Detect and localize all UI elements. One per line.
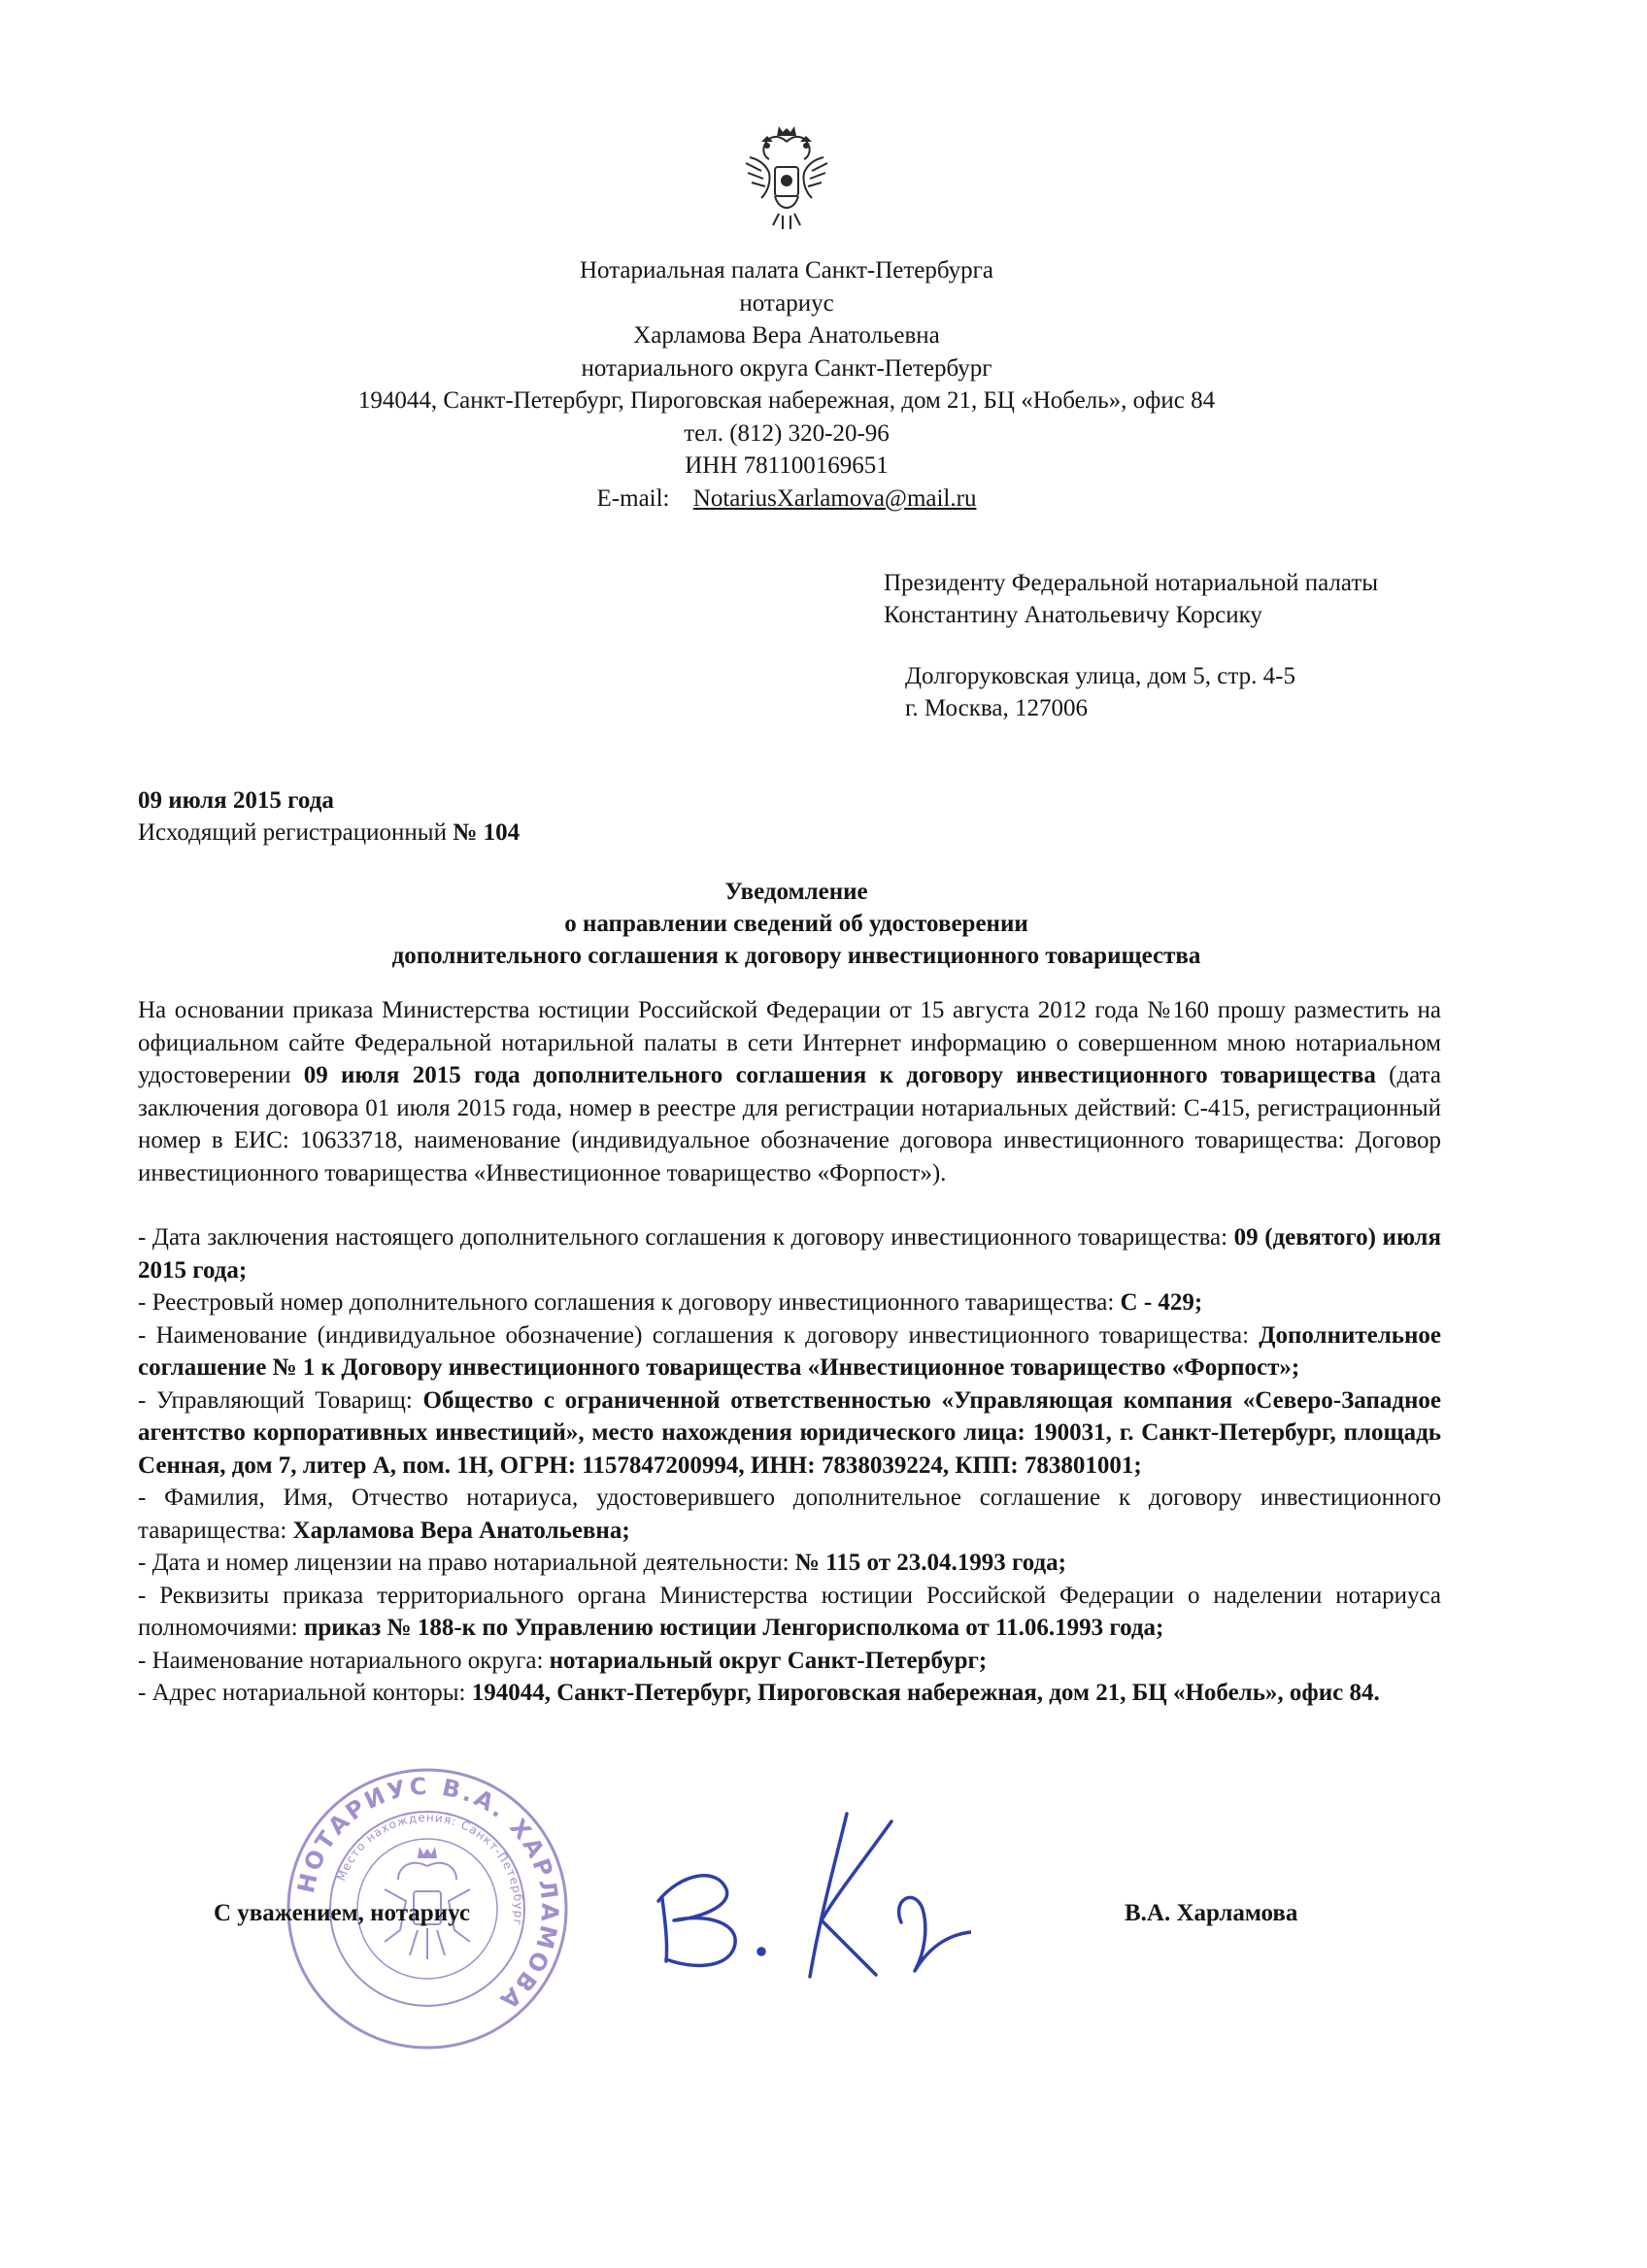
detail-item-appointment-order: - Реквизиты приказа территориального органа Министерства юстиции Российской Федерации о наделении нотариуса полномочиями: приказ № 188-к по Управлению юстиции Ленгорисполкома от 11.06.1993 года;	[138, 1582, 1441, 1641]
addressee-address-2: г. Москва, 127006	[905, 695, 1088, 721]
addressee-block	[884, 567, 1378, 724]
letterhead-chamber: Нотариальная палата Санкт-Петербурга	[579, 257, 994, 284]
letterhead-email-row	[194, 483, 1379, 516]
detail-item-register-number: - Реестровый номер дополнительного соглашения к договору инвестиционного таварищества: С - 429;	[138, 1289, 1203, 1316]
notice-title-line-3: дополнительного соглашения к договору инвестиционного товарищества	[391, 943, 1201, 969]
addressee-address-1: Долгоруковская улица, дом 5, стр. 4-5	[905, 663, 1295, 689]
email-link[interactable]: NotariusXarlamova@mail.ru	[692, 484, 977, 512]
stamp-outer-text: НОТАРИУС В.А. ХАРЛАМОВА	[291, 1772, 564, 2017]
email-label: E-mail:	[596, 484, 670, 512]
letter-date: 09 июля 2015 года	[138, 787, 334, 814]
detail-item-conclusion-date: - Дата заключения настоящего дополнительного соглашения к договору инвестиционного товарищества: 09 (девятого) июля 2015 года;	[138, 1224, 1441, 1284]
letterhead-notary-name: Харламова Вера Анатольевна	[633, 322, 940, 349]
detail-item-office-address: - Адрес нотариальной конторы: 194044, Санкт-Петербург, Пироговская набережная, дом 21, БЦ «Нобель», офис 84.	[138, 1680, 1380, 1706]
registration-line	[138, 817, 520, 849]
letterhead-address: 194044, Санкт-Петербург, Пироговская набережная, дом 21, БЦ «Нобель», офис 84	[357, 387, 1216, 414]
notice-title-line-2: о направлении сведений об удостоверении	[564, 911, 1028, 937]
addressee-line-1: Президенту Федеральной нотариальной палаты	[884, 570, 1379, 596]
notice-title-line-1: Уведомление	[724, 879, 868, 905]
intro-text: (дата заключения договора 01 июля 2015 года, номер в реестре для регистрации нотариальных действий: С-415, регистрационный номер в ЕИС: 10633718, наименование (индивидуальное обозначение договора инвестиционного товарищества: Договор инвестиционного товарищества «Инвестиционное товарищество «Форпост»).	[138, 1062, 1441, 1186]
coat-of-arms-emblem	[740, 124, 833, 233]
intro-text-bold: 09 июля 2015 года дополнительного соглашения к договору инвестиционного товарищества	[303, 1062, 1376, 1088]
letterhead-phone: тел. (812) 320-20-96	[684, 419, 890, 447]
outgoing-registration	[138, 784, 520, 849]
detail-item-agreement-name: - Наименование (индивидуальное обозначение) соглашения к договору инвестиционного товарищества: Дополнительное соглашение № 1 к Договору инвестиционного товарищества «Инвестиционное товарищество «Форпост»;	[138, 1321, 1441, 1381]
notice-title	[155, 876, 1437, 972]
notice-body	[138, 994, 1441, 1710]
addressee-line-2: Константину Анатольевичу Корсику	[884, 602, 1262, 628]
stamp-inner-text: Место нахождения: Санкт-Петербург	[334, 1810, 526, 1928]
notary-letterhead	[194, 254, 1379, 515]
intro-text: На основании приказа Министерства юстиции Российской Федерации от 15 августа 2012 года №160 прошу разместить на официальном сайте Федеральной нотарильной палаты в сети Интернет информацию о совершенном мною нотариальном удостоверении	[138, 997, 1441, 1088]
detail-item-notary-name: - Фамилия, Имя, Отчество нотариуса, удостоверившего дополнительное соглашение к договору инвестиционного таварищества: Харламова Вера Анатольевна;	[138, 1484, 1441, 1544]
intro-paragraph	[138, 994, 1441, 1189]
detail-item-notary-district: - Наименование нотариального округа: нотариальный округ Санкт-Петербург;	[138, 1647, 988, 1674]
closing-salutation: С уважением, нотариус	[214, 1900, 470, 1926]
letterhead-district: нотариального округа Санкт-Петербург	[581, 354, 992, 382]
handwritten-signature	[641, 1806, 971, 1981]
letterhead-role: нотариус	[739, 289, 834, 317]
detail-item-managing-partner: - Управляющий Товарищ: Общество с ограниченной ответственностью «Управляющая компания «Северо-Западное агентство корпоративных инвестиций», место нахождения юридического лица: 190031, г. Санкт-Петербург, площадь Сенная, дом 7, литер А, пом. 1Н, ОГРН: 1157847200994, ИНН: 7838039224, КПП: 783801001;	[138, 1386, 1441, 1479]
registration-number: № 104	[453, 819, 521, 846]
letterhead-inn: ИНН 781100169651	[685, 452, 889, 479]
detail-item-license: - Дата и номер лицензии на право нотариальной деятельности: № 115 от 23.04.1993 года;	[138, 1550, 1066, 1576]
registration-label: Исходящий регистрационный	[138, 819, 447, 846]
signatory-name: В.А. Харламова	[1125, 1900, 1298, 1926]
